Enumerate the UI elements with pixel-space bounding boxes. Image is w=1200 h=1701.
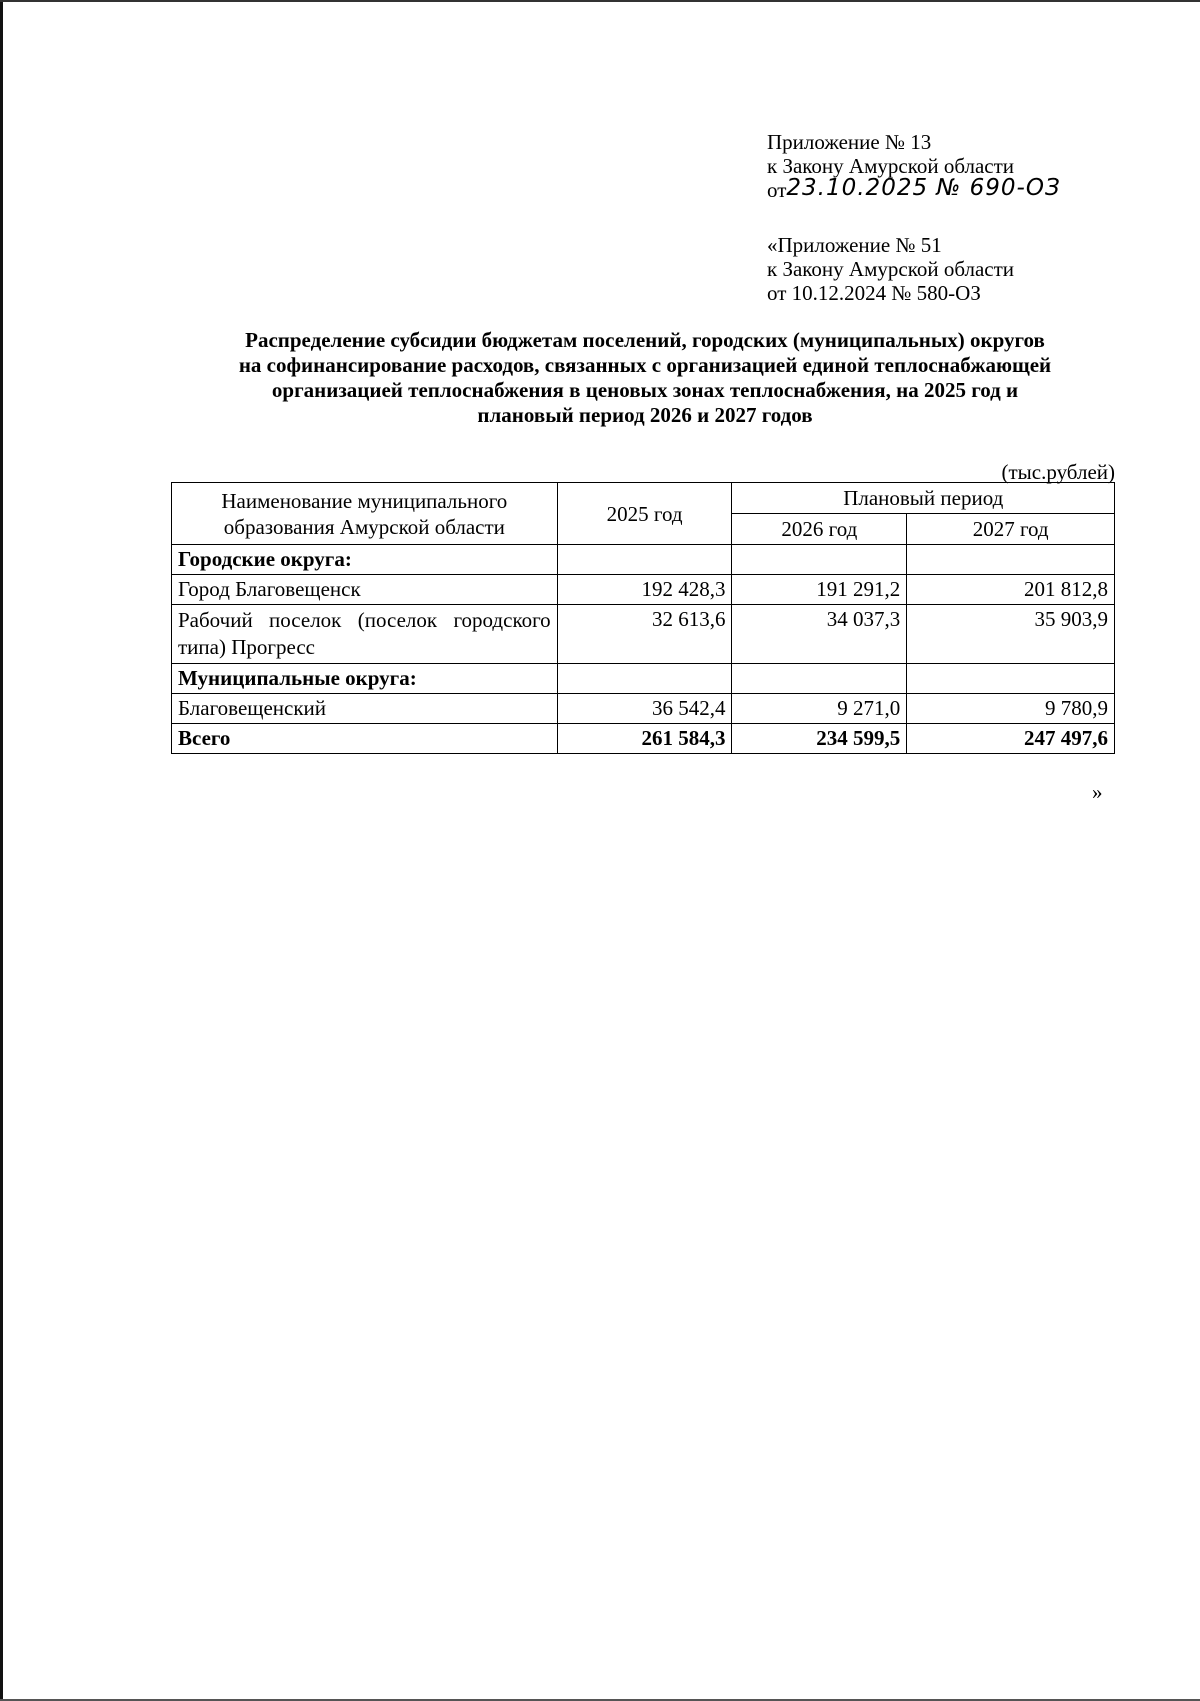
table-row (172, 694, 1115, 724)
table-row-group-city-districts (172, 545, 1115, 575)
title-line1: Распределение субсидии бюджетам поселений, городских (муниципальных) округов (245, 328, 1045, 352)
scan-edge-left (0, 0, 3, 1701)
table-row (172, 605, 1115, 664)
row-2025: 261 584,3 (557, 724, 732, 754)
row-name: Муниципальные округа: (172, 664, 558, 694)
header-2027: 2027 год (907, 514, 1115, 545)
row-name: Город Благовещенск (172, 575, 558, 605)
appendix-13-line2: к Закону Амурской области (767, 154, 1015, 178)
header-planned-period: Плановый период (732, 483, 1115, 514)
row-name: Рабочий поселок (поселок городского типа) Прогресс (172, 605, 558, 664)
scan-edge-top (0, 0, 1200, 2)
appendix-13-date-prefix: от (767, 178, 787, 202)
row-2025: 36 542,4 (557, 694, 732, 724)
title-line3: организацией теплоснабжения в ценовых зонах теплоснабжения, на 2025 год и (271, 378, 1019, 402)
appendix-13-line3 (767, 175, 1061, 202)
appendix-51-line2: к Закону Амурской области (767, 257, 1015, 281)
row-name: Всего (172, 724, 558, 754)
row-2026: 34 037,3 (732, 605, 907, 664)
handwritten-date-number: 23.10.2025 № 690-ОЗ (786, 175, 1061, 201)
row-2027: 9 780,9 (907, 694, 1115, 724)
header-2026: 2026 год (732, 514, 907, 545)
header-name: Наименование муниципального образования Амурской области (172, 483, 558, 545)
row-2026: 234 599,5 (732, 724, 907, 754)
title-line4: плановый период 2026 и 2027 годов (477, 403, 813, 427)
row-2026: 9 271,0 (732, 694, 907, 724)
row-2026 (732, 664, 907, 694)
row-2025 (557, 545, 732, 575)
row-2027 (907, 545, 1115, 575)
row-2026: 191 291,2 (732, 575, 907, 605)
table-row-group-municipal-districts (172, 664, 1115, 694)
appendix-51-header (767, 233, 1014, 305)
row-2027 (907, 664, 1115, 694)
units-label: (тыс.рублей) (1001, 460, 1115, 484)
row-2027: 201 812,8 (907, 575, 1115, 605)
row-2027: 35 903,9 (907, 605, 1115, 664)
appendix-51-line3: от 10.12.2024 № 580-ОЗ (767, 281, 981, 305)
appendix-13-header (767, 130, 1061, 202)
subsidy-table (171, 482, 1115, 754)
row-2027: 247 497,6 (907, 724, 1115, 754)
row-2025: 32 613,6 (557, 605, 732, 664)
table-row (172, 575, 1115, 605)
header-2025: 2025 год (557, 483, 732, 545)
document-title (165, 328, 1125, 428)
closing-quote: » (1092, 780, 1103, 804)
title-line2: на софинансирование расходов, связанных с организацией единой теплоснабжающей (238, 353, 1052, 377)
appendix-13-line1: Приложение № 13 (767, 130, 932, 154)
appendix-51-line1: «Приложение № 51 (767, 233, 942, 257)
row-2025: 192 428,3 (557, 575, 732, 605)
table-row-total (172, 724, 1115, 754)
row-name: Городские округа: (172, 545, 558, 575)
row-name: Благовещенский (172, 694, 558, 724)
row-2025 (557, 664, 732, 694)
row-2026 (732, 545, 907, 575)
